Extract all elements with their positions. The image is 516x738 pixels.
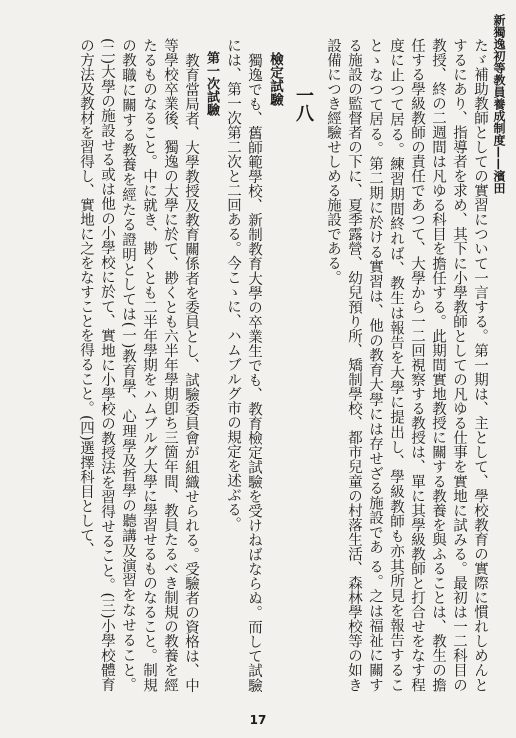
paragraph-exam-intro: 獨逸でも、舊師範學校、新制教育大學の卒業生でも、教育檢定試驗を受けねばならぬ。而して試驗には、第一次第二次と二回ある。今こゝに、ハムブルグ市の規定を述ぶる。: [225, 38, 262, 692]
paragraph-practicum: たゞ補助教師としての實習について一言する。第一期は、主として、學校教育の實際に慣れしめんとするにあり、指導者を求め、其下に小學教師としての凡ゆる仕事を實地に試みる。最初は一二科目の教授、終の二週間は凡ゆる科目を擔任する。此期間實地教授に關する教養を與ふることは、教生の擔任する學級教師の責任であつて、大學から一二回視察する教授は、單に其學級教師と打合せをなす程度に止つて居る。練習期間終れば、教生は報告を大學に提出し、學級教師も亦其所見を報告することゝなつて居る。第二期に於ける實習は、他の教育大學には存せざる施設であ る。之は福祉に關する施設の監督者の下に、夏季露營、幼兒預り所、矯制學校、都市兒童の村落生活、森林學校等の如き設備につき經驗せしめる施設である。: [325, 38, 488, 692]
running-header: 新獨逸初等教員養成制度——濱田: [492, 14, 506, 194]
section-heading: 檢定試驗: [267, 51, 283, 106]
section-number: 一八: [293, 86, 314, 122]
body-text: [28, 38, 490, 692]
paragraph-first-exam: 教育當局者、大學教授及教育關係者を委員とし、試驗委員會が組織せられる。受驗者の資格は、中等學校卒業後、獨逸の大學に於て、尠くとも六半年學期卽ち三箇年間、教員たるべき制規の教養を經たるものなること。中に就き、尠くとも二半年學期をハムブルグ大學に學習せるものなること。制規の教職に關する教養を經たる證明としては(一)教育學、心理學及哲學の聽講及演習をなせること。(二)大學の施設せる或は他の小學校に於て、實地に小學校の教授法を習得せること。(三)小學校體育の方法及教材を習得し、實地に之をなすことを得ること。(四)選擇科目として、: [78, 38, 199, 692]
page-number: 17: [249, 713, 267, 727]
subsection-heading: 第一次試驗: [204, 51, 219, 116]
